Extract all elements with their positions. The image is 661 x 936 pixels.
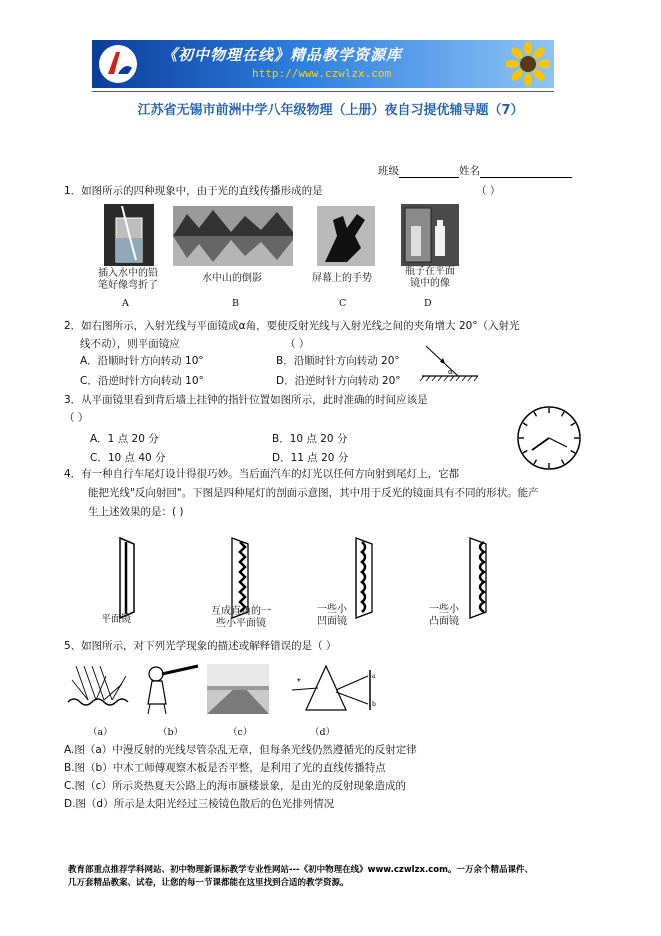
q1-paren: （ ） <box>476 185 501 197</box>
q5-prism-sun-mark: ☀ <box>296 677 302 684</box>
site-logo-icon <box>98 44 138 84</box>
q5-diffuse-reflection-diagram <box>66 662 130 714</box>
q2-option-b: B．沿顺时针方向转动 20° <box>276 355 400 367</box>
page-footer <box>68 864 598 890</box>
header-banner <box>92 40 554 88</box>
footer-line1: 教育部重点推荐学科网站、初中物理新课标教学专业性网站---《初中物理在线》www.czwlzx.com。一万余个精品课件、 <box>68 865 533 875</box>
name-blank[interactable] <box>480 166 572 178</box>
q3-paren: （ ） <box>64 412 89 424</box>
q1-stem: 1．如图所示的四种现象中，由于光的直线传播形成的是 <box>64 185 323 197</box>
q4-stem-line3: 生上述效果的是：( ) <box>88 506 184 518</box>
q4-plane-mirror-diagram <box>114 536 140 620</box>
document-title: 江苏省无锡市前洲中学八年级物理（上册）夜自习提优辅导题（7） <box>137 103 524 118</box>
student-info <box>378 163 572 178</box>
q4-stem-line2: 能把光线"反向射回"。下图是四种尾灯的剖面示意图，其中用于反光的镜面具有不同的形状。能产 <box>88 487 539 499</box>
q1-pencil-in-water-image <box>104 204 154 266</box>
q1-caption-d: 瓶子在平面 镜中的像 <box>405 266 455 289</box>
q5-label-c: （c） <box>228 727 253 738</box>
q1-caption-b: 水中山的倒影 <box>202 273 262 284</box>
q1-hand-shadow-image <box>317 206 375 266</box>
q2-stem-line1: 2．如右图所示，入射光线与平面镜成α角，要使反射光线与入射光线之间的夹角增大 20°（入射光 <box>64 320 520 332</box>
q2-option-a: A．沿顺时针方向转动 10° <box>80 355 204 367</box>
q5-label-b: （b） <box>158 727 184 738</box>
sunflower-icon <box>506 42 550 86</box>
q3-clock-icon <box>515 404 583 472</box>
q5-option-b: B.图（b）中木工师傅观察木板是否平整，是利用了光的直线传播特点 <box>64 762 386 774</box>
q2-stem-line2: 线不动），则平面镜应 <box>80 338 180 350</box>
header-rule <box>92 91 554 92</box>
q4-label-concave: 一些小 凹面镜 <box>317 604 347 627</box>
q2-mirror-diagram <box>418 344 482 384</box>
q3-stem: 3．从平面镜里看到背后墙上挂钟的指针位置如图所示，此时准确的时间应该是 <box>64 394 428 406</box>
q3-option-d: D．11 点 20 分 <box>272 452 349 464</box>
q5-label-d: （d） <box>310 727 336 738</box>
q1-letter-c: C <box>339 298 347 309</box>
q3-option-c: C．10 点 40 分 <box>90 452 166 464</box>
q4-label-plane: 平面镜 <box>101 614 131 625</box>
q1-caption-c: 屏幕上的手势 <box>312 273 372 284</box>
class-label: 班级 <box>378 165 399 177</box>
class-blank[interactable] <box>399 166 459 178</box>
q1-letter-d: D <box>424 298 432 309</box>
name-label: 姓名 <box>459 165 480 177</box>
q5-carpenter-diagram <box>140 660 200 716</box>
q1-letter-b: B <box>232 298 239 309</box>
q5-mirage-road-image <box>207 664 269 714</box>
q1-mountain-reflection-image <box>173 206 293 266</box>
q5-stem: 5、如图所示，对下列光学现象的描述或解释错误的是（ ） <box>64 640 337 652</box>
q2-option-c: C．沿逆时针方向转动 10° <box>80 375 204 387</box>
q5-label-a: （a） <box>88 727 113 738</box>
q5-option-a: A.图（a）中漫反射的光线尽管杂乱无章，但每条光线仍然遵循光的反射定律 <box>64 744 417 756</box>
banner-url: http://www.czwlzx.com <box>252 67 392 80</box>
q5-option-c: C.图（c）所示炎热夏天公路上的海市蜃楼景象，是由光的反射现象造成的 <box>64 780 406 792</box>
q1-caption-a: 插入水中的铅 笔好像弯折了 <box>98 268 158 291</box>
q2-option-d: D．沿逆时针方向转动 20° <box>276 375 401 387</box>
q5-prism-mark-b: b <box>372 701 376 708</box>
q4-label-corner: 互成直角的一 些小平面镜 <box>211 606 271 629</box>
q2-paren: （ ） <box>285 338 310 350</box>
q5-prism-diagram <box>290 660 378 716</box>
q2-alpha-label: α <box>448 368 453 376</box>
q1-letter-a: A <box>122 298 129 309</box>
footer-line2: 几万套精品教案、试卷，让您的每一节课都能在这里找到合适的教学资源。 <box>68 878 349 888</box>
q5-option-d: D.图（d）所示是太阳光经过三棱镜色散后的色光排列情况 <box>64 798 335 810</box>
q4-label-convex: 一些小 凸面镜 <box>429 604 459 627</box>
q5-prism-mark-a: a <box>372 673 376 680</box>
q4-stem-line1: 4．有一种自行车尾灯设计得很巧妙。当后面汽车的灯光以任何方向射到尾灯上，它都 <box>64 468 460 480</box>
q1-bottle-mirror-image <box>401 204 459 266</box>
q3-option-b: B．10 点 20 分 <box>272 433 348 445</box>
banner-title: 《初中物理在线》精品教学资源库 <box>162 46 403 64</box>
q3-option-a: A．1 点 20 分 <box>90 433 159 445</box>
